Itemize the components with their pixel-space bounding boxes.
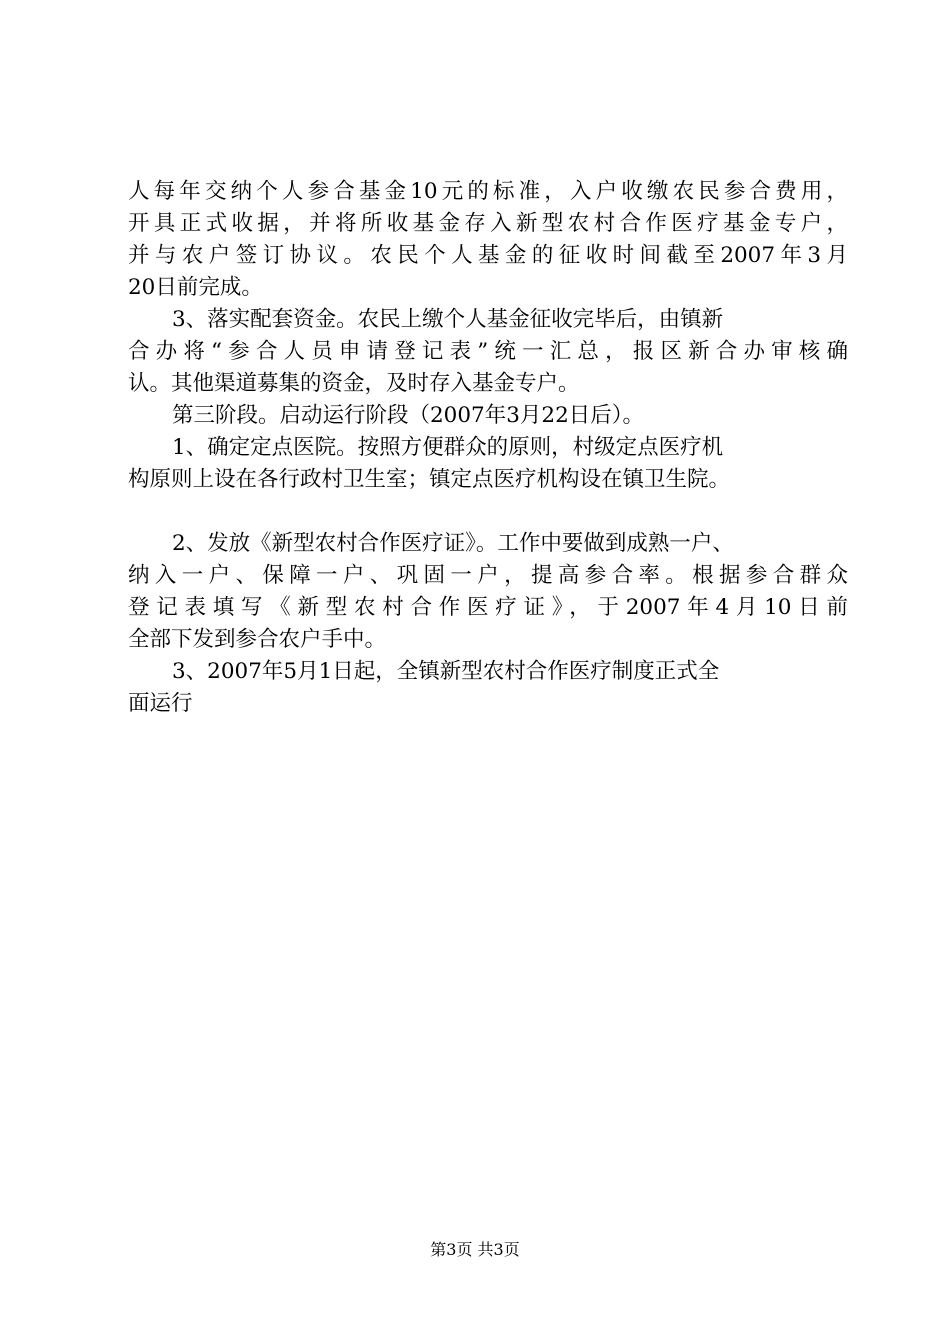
paragraph-line: 构原则上设在各行政村卫生室；镇定点医疗机构设在镇卫生院。 (128, 467, 731, 492)
paragraph-line: 登记表填写《新型农村合作医疗证》，于2007年4月10日前 (128, 595, 848, 620)
paragraph-line: 3、落实配套资金。农民上缴个人基金征收完毕后，由镇新 (172, 307, 724, 332)
paragraph-line: 合办将“参合人员申请登记表”统一汇总，报区新合办审核确 (128, 339, 848, 364)
paragraph-line: 1、确定定点医院。按照方便群众的原则，村级定点医疗机 (172, 435, 724, 460)
paragraph-line: 2、发放《新型农村合作医疗证》。工作中要做到成熟一户、 (172, 531, 734, 556)
document-body (128, 176, 848, 720)
page-number-label: 第3页 共3页 (430, 1240, 520, 1259)
paragraph-line: 3、2007年5月1日起，全镇新型农村合作医疗制度正式全 (172, 659, 720, 684)
paragraph-line: 面运行 (128, 691, 193, 716)
paragraph-line: 20日前完成。 (128, 275, 263, 300)
paragraph-line: 第三阶段。启动运行阶段（2007年3月22日后）。 (172, 403, 645, 428)
blank-line (128, 496, 848, 528)
paragraph-line: 全部下发到参合农户手中。 (128, 627, 387, 652)
paragraph-line: 纳入一户、保障一户、巩固一户，提高参合率。根据参合群众 (128, 563, 848, 588)
paragraph-line: 认。其他渠道募集的资金，及时存入基金专户。 (128, 371, 580, 396)
paragraph-line: 人每年交纳个人参合基金10元的标准，入户收缴农民参合费用， (128, 179, 848, 204)
paragraph-line: 并与农户签订协议。农民个人基金的征收时间截至2007年3月 (128, 243, 848, 268)
page-footer (0, 1240, 950, 1260)
paragraph-line: 开具正式收据，并将所收基金存入新型农村合作医疗基金专户， (128, 211, 848, 236)
